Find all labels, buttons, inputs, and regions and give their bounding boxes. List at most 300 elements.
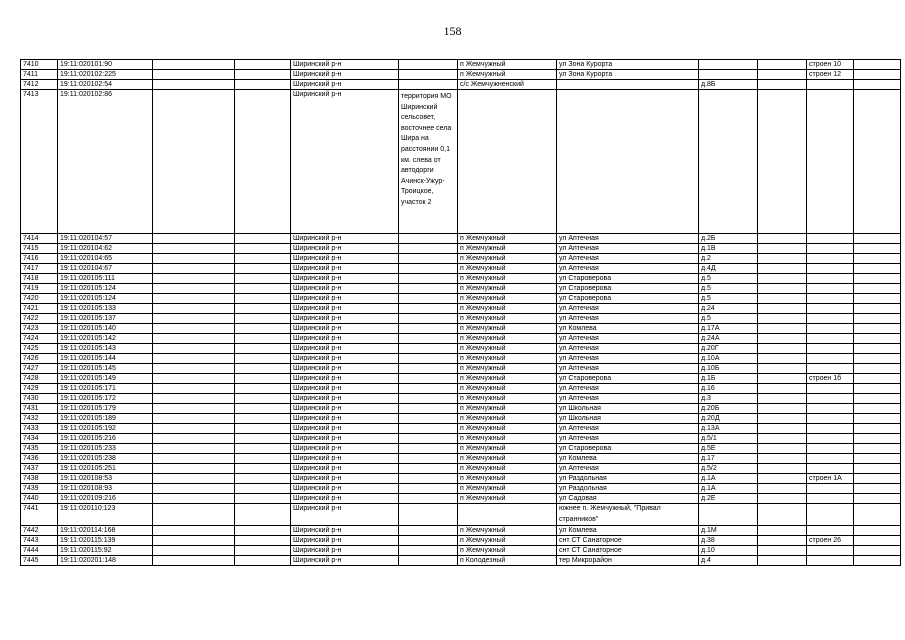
cell-row-number: 7411 bbox=[21, 70, 58, 80]
cell-district: Ширинский р-н bbox=[291, 60, 399, 70]
cell-row-number: 7435 bbox=[21, 444, 58, 454]
cell-house-number: д.1М bbox=[699, 526, 758, 536]
cell-column-4 bbox=[235, 474, 291, 484]
cell-settlement bbox=[458, 90, 557, 234]
cell-district: Ширинский р-н bbox=[291, 464, 399, 474]
cell-cadastral-number: 19:11:020105:238 bbox=[58, 454, 153, 464]
cell-column-10 bbox=[758, 284, 807, 294]
cell-street: ул Староверова bbox=[557, 284, 699, 294]
cell-column-4 bbox=[235, 484, 291, 494]
cell-district: Ширинский р-н bbox=[291, 344, 399, 354]
cell-settlement: п Жемчужный bbox=[458, 264, 557, 274]
cell-settlement: п Жемчужный bbox=[458, 484, 557, 494]
cell-column-3 bbox=[153, 70, 235, 80]
table-row bbox=[21, 504, 901, 526]
cell-building: строен 10 bbox=[807, 60, 854, 70]
cell-settlement: п Жемчужный bbox=[458, 254, 557, 264]
cell-column-3 bbox=[153, 454, 235, 464]
cell-row-number: 7442 bbox=[21, 526, 58, 536]
cell-column-10 bbox=[758, 264, 807, 274]
table-row bbox=[21, 474, 901, 484]
cell-column-10 bbox=[758, 354, 807, 364]
cell-settlement: п Жемчужный bbox=[458, 374, 557, 384]
cell-street: ул Староверова bbox=[557, 294, 699, 304]
cell-column-12 bbox=[854, 264, 901, 274]
cell-district: Ширинский р-н bbox=[291, 294, 399, 304]
cell-building bbox=[807, 354, 854, 364]
cell-column-4 bbox=[235, 314, 291, 324]
cell-row-number: 7440 bbox=[21, 494, 58, 504]
cell-settlement: п Жемчужный bbox=[458, 536, 557, 546]
cell-column-10 bbox=[758, 344, 807, 354]
cell-house-number: д.1В bbox=[699, 244, 758, 254]
cell-locality-description bbox=[399, 556, 458, 566]
cell-building bbox=[807, 90, 854, 234]
cell-row-number: 7430 bbox=[21, 394, 58, 404]
cell-column-10 bbox=[758, 434, 807, 444]
cell-locality-description bbox=[399, 526, 458, 536]
cell-column-10 bbox=[758, 254, 807, 264]
cell-column-3 bbox=[153, 254, 235, 264]
cell-district: Ширинский р-н bbox=[291, 234, 399, 244]
cell-column-3 bbox=[153, 546, 235, 556]
cell-street: ул Садовая bbox=[557, 494, 699, 504]
cell-row-number: 7433 bbox=[21, 424, 58, 434]
cell-house-number: д.20Д bbox=[699, 414, 758, 424]
cell-row-number: 7437 bbox=[21, 464, 58, 474]
cell-building bbox=[807, 284, 854, 294]
cell-column-10 bbox=[758, 70, 807, 80]
cell-street: ул Аптечная bbox=[557, 424, 699, 434]
cell-locality-description bbox=[399, 504, 458, 526]
cell-column-10 bbox=[758, 364, 807, 374]
cell-street: ул Аптечная bbox=[557, 334, 699, 344]
table-row bbox=[21, 384, 901, 394]
cell-row-number: 7422 bbox=[21, 314, 58, 324]
cell-column-4 bbox=[235, 454, 291, 464]
cell-column-12 bbox=[854, 374, 901, 384]
cell-column-10 bbox=[758, 484, 807, 494]
cell-street: ул Аптечная bbox=[557, 434, 699, 444]
cell-row-number: 7441 bbox=[21, 504, 58, 526]
cell-column-12 bbox=[854, 464, 901, 474]
cell-street: ул Аптечная bbox=[557, 354, 699, 364]
cell-column-4 bbox=[235, 526, 291, 536]
cell-settlement: п Жемчужный bbox=[458, 324, 557, 334]
cell-street: ул Комлева bbox=[557, 324, 699, 334]
cell-building bbox=[807, 334, 854, 344]
cell-house-number: д.13А bbox=[699, 424, 758, 434]
table-row bbox=[21, 80, 901, 90]
cell-locality-description bbox=[399, 324, 458, 334]
cell-district: Ширинский р-н bbox=[291, 80, 399, 90]
cell-street: ул Аптечная bbox=[557, 304, 699, 314]
cell-house-number bbox=[699, 504, 758, 526]
cell-street: ул Староверова bbox=[557, 274, 699, 284]
cell-column-3 bbox=[153, 536, 235, 546]
cell-house-number: д.1А bbox=[699, 474, 758, 484]
cell-column-4 bbox=[235, 324, 291, 334]
cell-house-number: д.2 bbox=[699, 254, 758, 264]
cell-locality-description bbox=[399, 494, 458, 504]
cell-column-10 bbox=[758, 60, 807, 70]
cell-district: Ширинский р-н bbox=[291, 374, 399, 384]
table-row bbox=[21, 454, 901, 464]
table-row bbox=[21, 334, 901, 344]
cell-row-number: 7439 bbox=[21, 484, 58, 494]
cell-district: Ширинский р-н bbox=[291, 444, 399, 454]
cell-settlement: п Жемчужный bbox=[458, 244, 557, 254]
cell-column-3 bbox=[153, 424, 235, 434]
table-row bbox=[21, 404, 901, 414]
cell-street: ул Комлева bbox=[557, 454, 699, 464]
cell-cadastral-number: 19:11:020101:90 bbox=[58, 60, 153, 70]
cell-column-3 bbox=[153, 494, 235, 504]
cell-house-number: д.24А bbox=[699, 334, 758, 344]
cell-row-number: 7445 bbox=[21, 556, 58, 566]
cell-column-4 bbox=[235, 504, 291, 526]
cell-settlement: п Жемчужный bbox=[458, 364, 557, 374]
cell-row-number: 7412 bbox=[21, 80, 58, 90]
table-row bbox=[21, 284, 901, 294]
cell-settlement: п Жемчужный bbox=[458, 444, 557, 454]
cell-house-number bbox=[699, 60, 758, 70]
cell-column-12 bbox=[854, 60, 901, 70]
cell-locality-description bbox=[399, 536, 458, 546]
cell-column-3 bbox=[153, 526, 235, 536]
cell-row-number: 7413 bbox=[21, 90, 58, 234]
cell-column-4 bbox=[235, 254, 291, 264]
table-row bbox=[21, 374, 901, 384]
cell-locality-description bbox=[399, 254, 458, 264]
cell-cadastral-number: 19:11:020105:189 bbox=[58, 414, 153, 424]
cell-settlement: п Жемчужный bbox=[458, 384, 557, 394]
table-row bbox=[21, 546, 901, 556]
cell-column-10 bbox=[758, 556, 807, 566]
cell-column-3 bbox=[153, 484, 235, 494]
cell-column-3 bbox=[153, 444, 235, 454]
cell-cadastral-number: 19:11:020105:111 bbox=[58, 274, 153, 284]
cell-column-12 bbox=[854, 484, 901, 494]
cell-district: Ширинский р-н bbox=[291, 504, 399, 526]
cell-column-3 bbox=[153, 556, 235, 566]
cell-building bbox=[807, 80, 854, 90]
cell-locality-description bbox=[399, 454, 458, 464]
cell-settlement: п Жемчужный bbox=[458, 414, 557, 424]
cell-column-4 bbox=[235, 80, 291, 90]
cell-street: ул Староверова bbox=[557, 444, 699, 454]
cell-column-4 bbox=[235, 364, 291, 374]
cell-locality-description bbox=[399, 274, 458, 284]
cell-column-12 bbox=[854, 294, 901, 304]
cell-street: снт СТ Санаторное bbox=[557, 536, 699, 546]
cell-locality-description bbox=[399, 394, 458, 404]
cell-column-4 bbox=[235, 424, 291, 434]
cell-row-number: 7429 bbox=[21, 384, 58, 394]
cell-settlement: п Жемчужный bbox=[458, 464, 557, 474]
cell-district: Ширинский р-н bbox=[291, 414, 399, 424]
cell-settlement: п Жемчужный bbox=[458, 304, 557, 314]
registry-table bbox=[20, 59, 901, 566]
table-row bbox=[21, 536, 901, 546]
cell-row-number: 7419 bbox=[21, 284, 58, 294]
cell-street: ул Аптечная bbox=[557, 344, 699, 354]
cell-locality-description bbox=[399, 424, 458, 434]
cell-column-4 bbox=[235, 60, 291, 70]
cell-row-number: 7427 bbox=[21, 364, 58, 374]
cell-column-10 bbox=[758, 244, 807, 254]
cell-building: строен 26 bbox=[807, 536, 854, 546]
cell-column-10 bbox=[758, 464, 807, 474]
cell-column-12 bbox=[854, 454, 901, 464]
cell-cadastral-number: 19:11:020105:144 bbox=[58, 354, 153, 364]
cell-cadastral-number: 19:11:020105:133 bbox=[58, 304, 153, 314]
cell-settlement: п Жемчужный bbox=[458, 354, 557, 364]
cell-column-4 bbox=[235, 354, 291, 364]
cell-column-4 bbox=[235, 294, 291, 304]
cell-locality-description bbox=[399, 414, 458, 424]
cell-locality-description bbox=[399, 364, 458, 374]
cell-row-number: 7426 bbox=[21, 354, 58, 364]
cell-building: строен 1А bbox=[807, 474, 854, 484]
cell-column-3 bbox=[153, 274, 235, 284]
cell-column-12 bbox=[854, 494, 901, 504]
cell-cadastral-number: 19:11:020108:93 bbox=[58, 484, 153, 494]
cell-row-number: 7416 bbox=[21, 254, 58, 264]
table-row bbox=[21, 364, 901, 374]
cell-locality-description bbox=[399, 284, 458, 294]
cell-column-3 bbox=[153, 244, 235, 254]
cell-column-10 bbox=[758, 324, 807, 334]
cell-settlement: п Жемчужный bbox=[458, 394, 557, 404]
cell-building bbox=[807, 274, 854, 284]
cell-cadastral-number: 19:11:020105:143 bbox=[58, 344, 153, 354]
cell-column-4 bbox=[235, 284, 291, 294]
cell-street: ул Аптечная bbox=[557, 234, 699, 244]
cell-column-3 bbox=[153, 294, 235, 304]
cell-house-number: д.5 bbox=[699, 314, 758, 324]
cell-locality-description bbox=[399, 70, 458, 80]
cell-cadastral-number: 19:11:020105:251 bbox=[58, 464, 153, 474]
table-row bbox=[21, 314, 901, 324]
cell-cadastral-number: 19:11:020105:124 bbox=[58, 284, 153, 294]
cell-settlement: п Жемчужный bbox=[458, 334, 557, 344]
cell-settlement: п Жемчужный bbox=[458, 274, 557, 284]
cell-column-10 bbox=[758, 234, 807, 244]
cell-column-3 bbox=[153, 334, 235, 344]
table-row bbox=[21, 234, 901, 244]
cell-district: Ширинский р-н bbox=[291, 364, 399, 374]
cell-street: южнее п. Жемчужный, "Привал странников" bbox=[557, 504, 699, 526]
cell-row-number: 7418 bbox=[21, 274, 58, 284]
cell-district: Ширинский р-н bbox=[291, 254, 399, 264]
cell-street: ул Аптечная bbox=[557, 384, 699, 394]
cell-column-3 bbox=[153, 394, 235, 404]
cell-locality-description bbox=[399, 464, 458, 474]
cell-cadastral-number: 19:11:020104:67 bbox=[58, 264, 153, 274]
cell-column-10 bbox=[758, 444, 807, 454]
cell-column-3 bbox=[153, 264, 235, 274]
cell-district: Ширинский р-н bbox=[291, 494, 399, 504]
cell-column-3 bbox=[153, 234, 235, 244]
table-row bbox=[21, 484, 901, 494]
cell-district: Ширинский р-н bbox=[291, 424, 399, 434]
cell-column-12 bbox=[854, 364, 901, 374]
cell-house-number: д.20Г bbox=[699, 344, 758, 354]
cell-house-number: д.5/1 bbox=[699, 434, 758, 444]
cell-column-4 bbox=[235, 464, 291, 474]
cell-building bbox=[807, 424, 854, 434]
cell-column-4 bbox=[235, 536, 291, 546]
cell-column-10 bbox=[758, 424, 807, 434]
cell-column-12 bbox=[854, 384, 901, 394]
cell-settlement: с/с Жемчужненский bbox=[458, 80, 557, 90]
cell-column-4 bbox=[235, 444, 291, 454]
cell-cadastral-number: 19:11:020110:123 bbox=[58, 504, 153, 526]
cell-building bbox=[807, 244, 854, 254]
cell-building bbox=[807, 414, 854, 424]
cell-row-number: 7414 bbox=[21, 234, 58, 244]
cell-street: ул Школьная bbox=[557, 404, 699, 414]
cell-street bbox=[557, 80, 699, 90]
cell-street: ул Аптечная bbox=[557, 264, 699, 274]
table-row bbox=[21, 304, 901, 314]
cell-building: строен 12 bbox=[807, 70, 854, 80]
cell-street: ул Аптечная bbox=[557, 464, 699, 474]
cell-column-3 bbox=[153, 314, 235, 324]
cell-street: ул Аптечная bbox=[557, 364, 699, 374]
cell-column-10 bbox=[758, 546, 807, 556]
cell-locality-description bbox=[399, 294, 458, 304]
cell-street: ул Зона Курорта bbox=[557, 60, 699, 70]
cell-cadastral-number: 19:11:020114:168 bbox=[58, 526, 153, 536]
cell-column-12 bbox=[854, 254, 901, 264]
cell-cadastral-number: 19:11:020102:54 bbox=[58, 80, 153, 90]
cell-building bbox=[807, 484, 854, 494]
cell-house-number: д.8Б bbox=[699, 80, 758, 90]
cell-district: Ширинский р-н bbox=[291, 304, 399, 314]
cell-settlement: п Жемчужный bbox=[458, 546, 557, 556]
cell-house-number bbox=[699, 70, 758, 80]
cell-cadastral-number: 19:11:020104:62 bbox=[58, 244, 153, 254]
table-row bbox=[21, 556, 901, 566]
cell-column-3 bbox=[153, 434, 235, 444]
cell-building bbox=[807, 394, 854, 404]
cell-column-4 bbox=[235, 70, 291, 80]
cell-locality-description bbox=[399, 546, 458, 556]
cell-locality-description bbox=[399, 384, 458, 394]
cell-building: строен 1б bbox=[807, 374, 854, 384]
cell-row-number: 7434 bbox=[21, 434, 58, 444]
cell-row-number: 7424 bbox=[21, 334, 58, 344]
cell-house-number: д.38 bbox=[699, 536, 758, 546]
cell-locality-description bbox=[399, 334, 458, 344]
cell-locality-description bbox=[399, 60, 458, 70]
cell-house-number: д.3 bbox=[699, 394, 758, 404]
cell-column-12 bbox=[854, 444, 901, 454]
cell-locality-description bbox=[399, 344, 458, 354]
cell-row-number: 7436 bbox=[21, 454, 58, 464]
cell-building bbox=[807, 304, 854, 314]
cell-column-12 bbox=[854, 304, 901, 314]
cell-settlement: п Жемчужный bbox=[458, 70, 557, 80]
cell-cadastral-number: 19:11:020102:225 bbox=[58, 70, 153, 80]
cell-column-10 bbox=[758, 334, 807, 344]
cell-settlement: п Жемчужный bbox=[458, 494, 557, 504]
cell-locality-description bbox=[399, 474, 458, 484]
cell-settlement: п Жемчужный bbox=[458, 344, 557, 354]
table-body bbox=[21, 60, 901, 566]
cell-building bbox=[807, 234, 854, 244]
cell-settlement bbox=[458, 504, 557, 526]
cell-column-12 bbox=[854, 536, 901, 546]
cell-column-10 bbox=[758, 414, 807, 424]
cell-house-number: д.5 bbox=[699, 284, 758, 294]
cell-column-10 bbox=[758, 454, 807, 464]
table-row bbox=[21, 344, 901, 354]
cell-column-3 bbox=[153, 374, 235, 384]
cell-column-4 bbox=[235, 556, 291, 566]
cell-street: ул Аптечная bbox=[557, 314, 699, 324]
cell-row-number: 7444 bbox=[21, 546, 58, 556]
table-row bbox=[21, 244, 901, 254]
table-row bbox=[21, 434, 901, 444]
cell-building bbox=[807, 504, 854, 526]
cell-settlement: п Жемчужный bbox=[458, 60, 557, 70]
cell-building bbox=[807, 526, 854, 536]
cell-district: Ширинский р-н bbox=[291, 474, 399, 484]
cell-column-4 bbox=[235, 244, 291, 254]
cell-column-3 bbox=[153, 504, 235, 526]
cell-cadastral-number: 19:11:020105:145 bbox=[58, 364, 153, 374]
cell-house-number: д.17 bbox=[699, 454, 758, 464]
table-row bbox=[21, 394, 901, 404]
cell-street: ул Староверова bbox=[557, 374, 699, 384]
cell-house-number: д.5/2 bbox=[699, 464, 758, 474]
cell-cadastral-number: 19:11:020115:139 bbox=[58, 536, 153, 546]
cell-district: Ширинский р-н bbox=[291, 324, 399, 334]
cell-column-3 bbox=[153, 404, 235, 414]
table-row bbox=[21, 254, 901, 264]
cell-column-10 bbox=[758, 384, 807, 394]
cell-street: тер Микрорайон bbox=[557, 556, 699, 566]
cell-column-12 bbox=[854, 70, 901, 80]
cell-row-number: 7423 bbox=[21, 324, 58, 334]
cell-house-number: д.5 bbox=[699, 274, 758, 284]
cell-column-3 bbox=[153, 60, 235, 70]
cell-cadastral-number: 19:11:020105:142 bbox=[58, 334, 153, 344]
cell-district: Ширинский р-н bbox=[291, 526, 399, 536]
cell-column-12 bbox=[854, 546, 901, 556]
cell-column-4 bbox=[235, 344, 291, 354]
cell-street: ул Раздольная bbox=[557, 484, 699, 494]
cell-house-number: д.4 bbox=[699, 556, 758, 566]
cell-column-12 bbox=[854, 234, 901, 244]
cell-house-number: д.16 bbox=[699, 384, 758, 394]
cell-building bbox=[807, 344, 854, 354]
table-row bbox=[21, 464, 901, 474]
cell-cadastral-number: 19:11:020105:140 bbox=[58, 324, 153, 334]
cell-locality-description bbox=[399, 434, 458, 444]
cell-row-number: 7417 bbox=[21, 264, 58, 274]
cell-building bbox=[807, 404, 854, 414]
cell-cadastral-number: 19:11:020201:148 bbox=[58, 556, 153, 566]
cell-building bbox=[807, 464, 854, 474]
cell-settlement: п Колодезный bbox=[458, 556, 557, 566]
table-row bbox=[21, 264, 901, 274]
cell-column-12 bbox=[854, 244, 901, 254]
cell-column-12 bbox=[854, 504, 901, 526]
